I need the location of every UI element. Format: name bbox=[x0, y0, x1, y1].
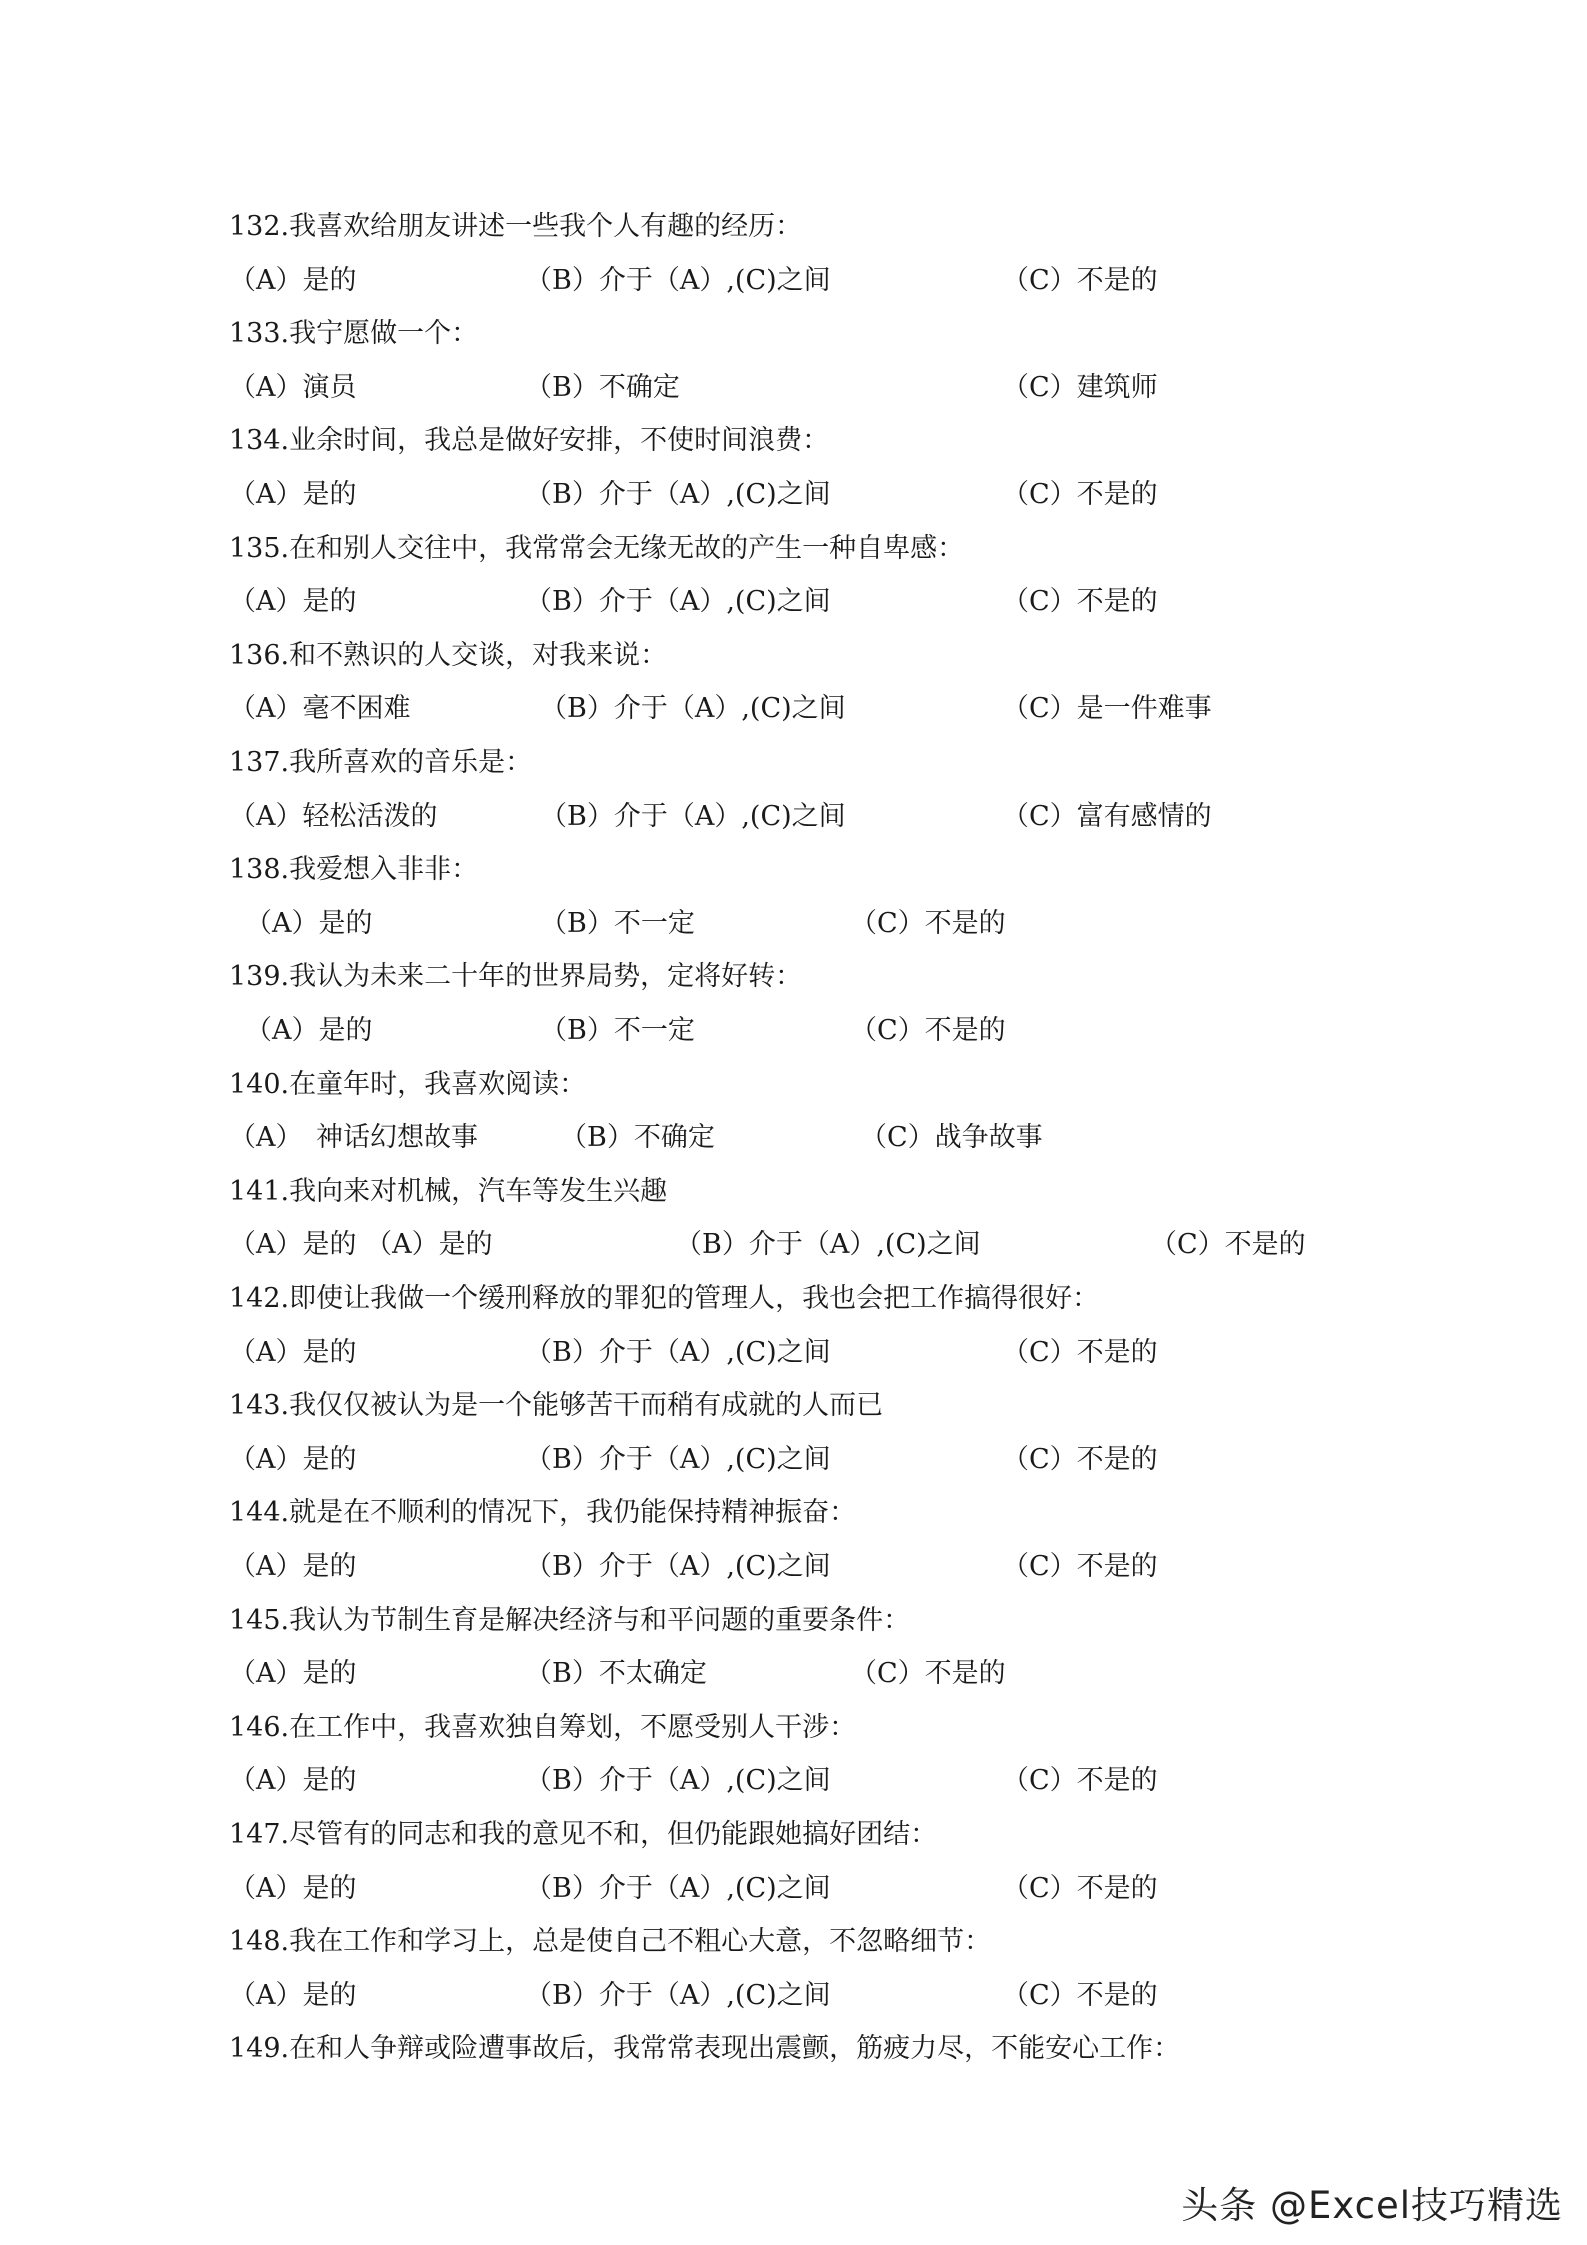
option-b: （B）介于（A）,(C)之间 bbox=[525, 1443, 831, 1475]
question-text: 134.业余时间，我总是做好安排，不使时间浪费： bbox=[229, 425, 830, 457]
question-text: 137.我所喜欢的音乐是： bbox=[229, 747, 533, 778]
option-c: （C）不是的 bbox=[850, 1015, 1006, 1046]
option-c: （C）不是的 bbox=[1002, 1979, 1158, 2011]
option-a: （A）是的 bbox=[229, 586, 357, 618]
question-text: 133.我宁愿做一个： bbox=[229, 318, 479, 350]
option-a: （A）是的 bbox=[229, 1658, 357, 1690]
question-text: 138.我爱想入非非： bbox=[229, 854, 479, 886]
option-c: （C）不是的 bbox=[1002, 1551, 1158, 1582]
question-text: 142.即使让我做一个缓刑释放的罪犯的管理人，我也会把工作搞得很好： bbox=[229, 1283, 1100, 1314]
question-text: 132.我喜欢给朋友讲述一些我个人有趣的经历： bbox=[229, 211, 803, 242]
question-text: 135.在和别人交往中，我常常会无缘无故的产生一种自卑感： bbox=[229, 532, 965, 564]
option-a: （A）是的 bbox=[229, 1872, 357, 1904]
options-row bbox=[0, 1969, 1587, 2023]
question-text: 139.我认为未来二十年的世界局势，定将好转： bbox=[229, 961, 803, 993]
option-a: （A）是的 bbox=[229, 1979, 357, 2011]
options-row bbox=[0, 1433, 1587, 1487]
option-b: （B）介于（A）,(C)之间 bbox=[540, 800, 846, 832]
question-text: 140.在童年时，我喜欢阅读： bbox=[229, 1068, 587, 1100]
option-b: （B）不确定 bbox=[560, 1122, 715, 1154]
question-text: 141.我向来对机械，汽车等发生兴趣 bbox=[229, 1175, 668, 1207]
option-b: （B）介于（A）,(C)之间 bbox=[525, 479, 831, 510]
option-c: （C）是一件难事 bbox=[1002, 693, 1212, 725]
option-a: （A）是的 bbox=[245, 907, 373, 939]
question-text: 144.就是在不顺利的情况下，我仍能保持精神振奋： bbox=[229, 1497, 857, 1529]
option-a: （A）是的 （A）是的 bbox=[229, 1229, 493, 1261]
options-row bbox=[0, 1754, 1587, 1808]
option-b: （B）介于（A）,(C)之间 bbox=[675, 1229, 981, 1261]
question-text: 145.我认为节制生育是解决经济与和平问题的重要条件： bbox=[229, 1604, 911, 1636]
option-b: （B）不太确定 bbox=[525, 1658, 707, 1690]
option-c: （C）建筑师 bbox=[1002, 371, 1158, 403]
watermark: 头条 @Excel技巧精选 bbox=[1181, 2184, 1563, 2227]
option-b: （B）介于（A）,(C)之间 bbox=[525, 586, 831, 618]
options-row bbox=[0, 361, 1587, 415]
option-a: （A）是的 bbox=[229, 264, 357, 296]
option-b: （B）不一定 bbox=[540, 1015, 695, 1046]
options-row bbox=[0, 1862, 1587, 1916]
option-b: （B）不确定 bbox=[525, 371, 680, 403]
option-b: （B）介于（A）,(C)之间 bbox=[525, 1551, 831, 1582]
option-b: （B）介于（A）,(C)之间 bbox=[525, 1872, 831, 1904]
question-text: 149.在和人争辩或险遭事故后，我常常表现出震颤，筋疲力尽，不能安心工作： bbox=[229, 2033, 1181, 2065]
options-row bbox=[0, 1111, 1587, 1165]
option-b: （B）介于（A）,(C)之间 bbox=[540, 693, 846, 725]
question-text: 148.我在工作和学习上，总是使自己不粗心大意，不忽略细节： bbox=[229, 1926, 992, 1958]
option-c: （C）不是的 bbox=[1150, 1229, 1306, 1261]
option-c: （C）不是的 bbox=[1002, 264, 1158, 296]
options-row bbox=[0, 1218, 1587, 1272]
options-row bbox=[0, 1540, 1587, 1594]
option-a: （A）轻松活泼的 bbox=[229, 800, 438, 832]
options-row bbox=[0, 1004, 1587, 1058]
option-a: （A） 神话幻想故事 bbox=[229, 1122, 478, 1154]
option-a: （A）是的 bbox=[229, 1551, 357, 1582]
question-text: 136.和不熟识的人交谈，对我来说： bbox=[229, 639, 668, 671]
option-b: （B）介于（A）,(C)之间 bbox=[525, 1979, 831, 2011]
options-row bbox=[0, 682, 1587, 736]
option-a: （A）是的 bbox=[245, 1015, 373, 1046]
option-a: （A）是的 bbox=[229, 1443, 357, 1475]
option-a: （A）是的 bbox=[229, 1765, 357, 1797]
option-c: （C）富有感情的 bbox=[1002, 800, 1212, 832]
options-row bbox=[0, 468, 1587, 522]
option-c: （C）战争故事 bbox=[860, 1122, 1043, 1154]
question-text: 143.我仅仅被认为是一个能够苦干而稍有成就的人而已 bbox=[229, 1390, 884, 1422]
options-row bbox=[0, 575, 1587, 629]
option-c: （C）不是的 bbox=[1002, 1443, 1158, 1475]
option-b: （B）介于（A）,(C)之间 bbox=[525, 264, 831, 296]
options-row bbox=[0, 254, 1587, 308]
options-row bbox=[0, 1326, 1587, 1380]
option-a: （A）是的 bbox=[229, 479, 357, 510]
option-c: （C）不是的 bbox=[1002, 1336, 1158, 1368]
option-c: （C）不是的 bbox=[1002, 1872, 1158, 1904]
option-a: （A）演员 bbox=[229, 371, 357, 403]
option-c: （C）不是的 bbox=[1002, 1765, 1158, 1797]
option-b: （B）介于（A）,(C)之间 bbox=[525, 1765, 831, 1797]
options-row bbox=[0, 790, 1587, 844]
option-a: （A）是的 bbox=[229, 1336, 357, 1368]
options-row bbox=[0, 1647, 1587, 1701]
option-c: （C）不是的 bbox=[850, 1658, 1006, 1690]
option-b: （B）介于（A）,(C)之间 bbox=[525, 1336, 831, 1368]
option-c: （C）不是的 bbox=[850, 907, 1006, 939]
options-row bbox=[0, 897, 1587, 951]
option-c: （C）不是的 bbox=[1002, 479, 1158, 510]
question-text: 147.尽管有的同志和我的意见不和，但仍能跟她搞好团结： bbox=[229, 1819, 938, 1850]
option-c: （C）不是的 bbox=[1002, 586, 1158, 618]
option-b: （B）不一定 bbox=[540, 907, 695, 939]
question-text: 146.在工作中，我喜欢独自筹划，不愿受别人干涉： bbox=[229, 1711, 857, 1743]
option-a: （A）毫不困难 bbox=[229, 693, 411, 725]
